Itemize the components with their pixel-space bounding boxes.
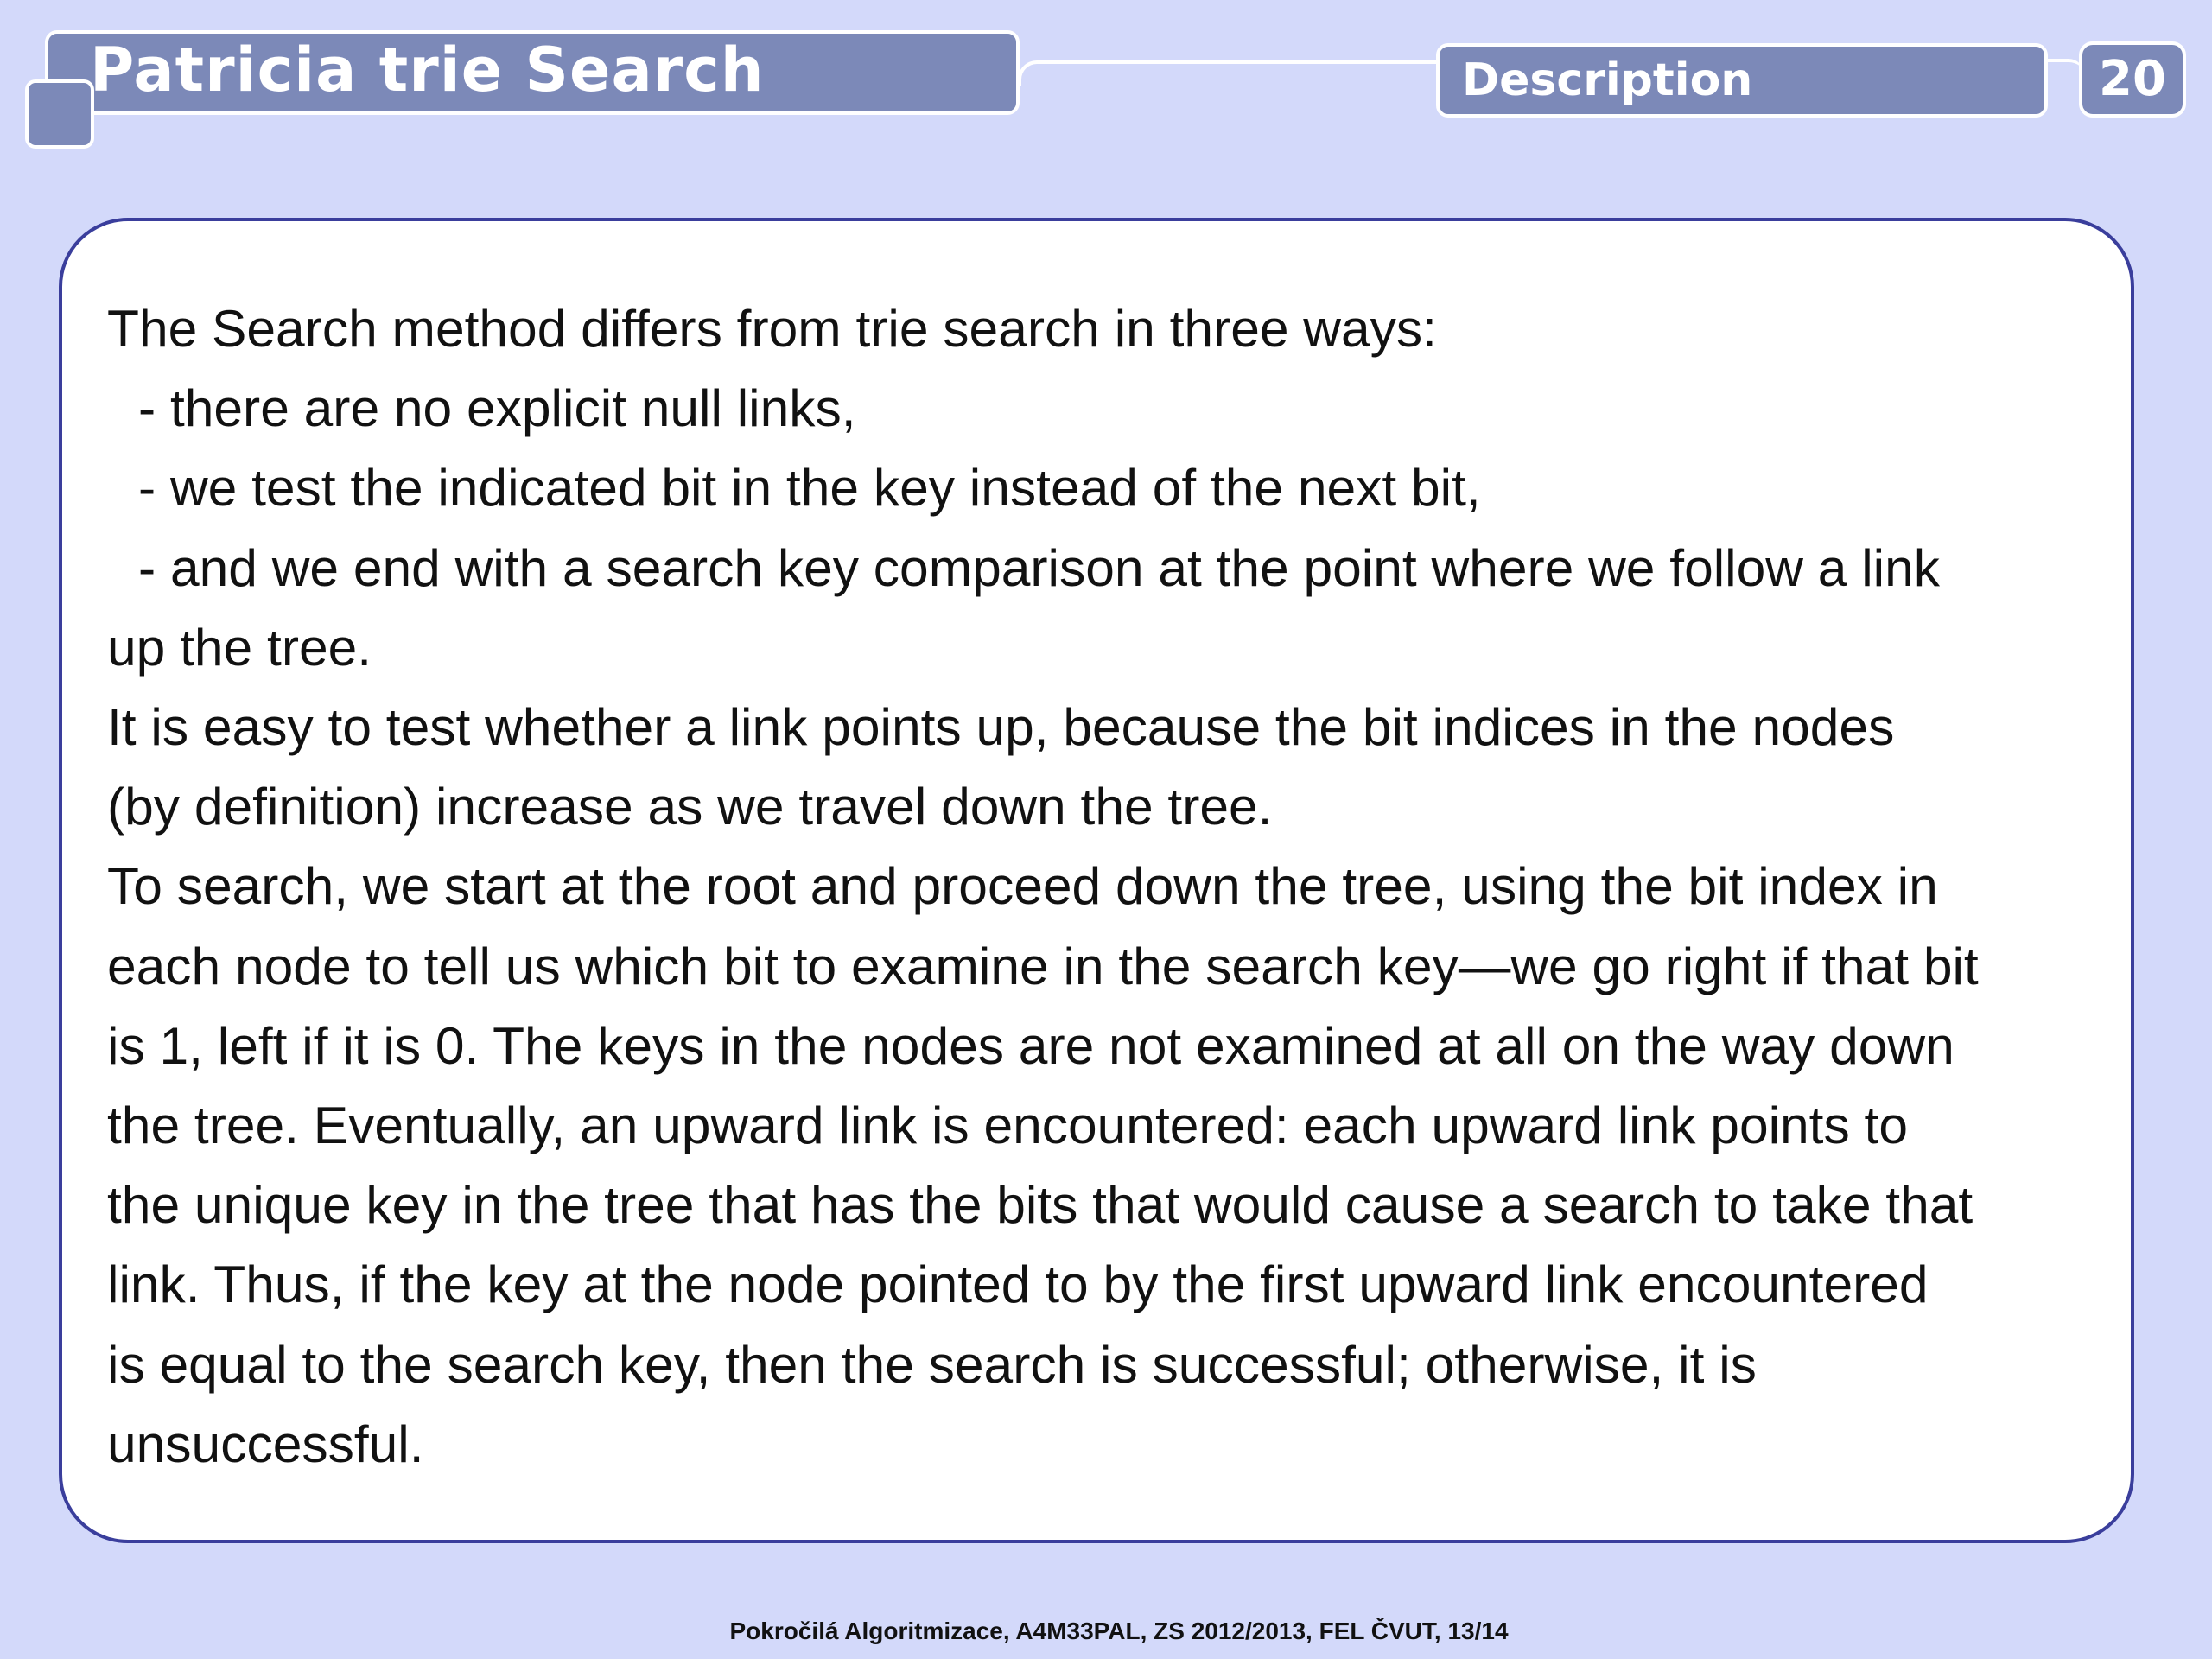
header-connector-line (1018, 60, 1441, 86)
footer-text: Pokročilá Algoritmizace, A4M33PAL, ZS 2012/2013, FEL ČVUT, 13/14 (729, 1618, 1509, 1644)
decorative-square (25, 79, 94, 149)
page-number: 20 (2099, 51, 2166, 107)
paragraph-line: the unique key in the tree that has the bits that would cause a search to take that (107, 1175, 1974, 1235)
bullet-line-no-null-links: - there are no explicit null links, (138, 378, 856, 438)
paragraph-line: To search, we start at the root and proceed down the tree, using the bit index in (107, 856, 1938, 916)
paragraph-line: It is easy to test whether a link points up, because the bit indices in the nodes (107, 697, 1895, 757)
paragraph-line: link. Thus, if the key at the node pointed to by the first upward link encountered (107, 1255, 1929, 1314)
bullet-line-indicated-bit: - we test the indicated bit in the key instead of the next bit, (138, 458, 1481, 518)
intro-line: The Search method differs from trie search in three ways: (107, 299, 1437, 358)
paragraph-line: the tree. Eventually, an upward link is encountered: each upward link points to (107, 1096, 1909, 1155)
bullet-line-key-comparison: - and we end with a search key comparison at the point where we follow a link (138, 537, 1940, 597)
paragraph-line: is 1, left if it is 0. The keys in the nodes are not examined at all on the way down (107, 1015, 1955, 1075)
section-label: Description (1462, 54, 1753, 106)
slide-title: Patricia trie Search (90, 35, 765, 105)
paragraph-line: up the tree. (107, 617, 372, 677)
paragraph-line: unsuccessful. (107, 1414, 424, 1473)
paragraph-line: is equal to the search key, then the search is successful; otherwise, it is (107, 1334, 1757, 1394)
content-text (107, 289, 2103, 1484)
paragraph-line: each node to tell us which bit to examine in the search key—we go right if that bit (107, 936, 1979, 995)
paragraph-line: (by definition) increase as we travel down the tree. (107, 777, 1273, 836)
